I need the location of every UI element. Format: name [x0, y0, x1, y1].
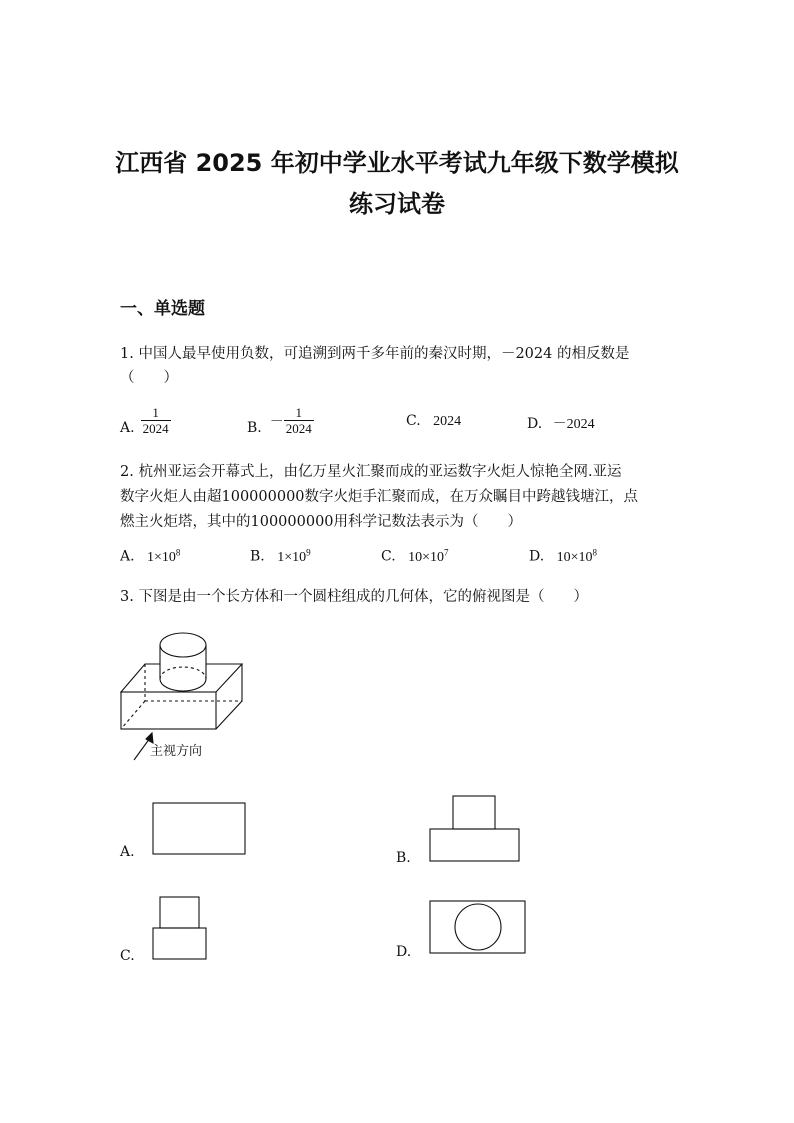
section-heading: 一、单选题 [120, 299, 205, 319]
option-value: 2024 [433, 414, 462, 429]
question-1-stem-line1: 1. 中国人最早使用负数，可追溯到两千多年前的秦汉时期，－2024 的相反数是 [120, 346, 630, 362]
view-direction-label: 主视方向 [150, 744, 203, 759]
fraction-numerator: 1 [295, 405, 302, 420]
circle-shape [455, 904, 501, 950]
minus-sign: － [269, 414, 284, 430]
option-label: A. [120, 420, 135, 436]
power-exponent: 8 [175, 547, 181, 557]
option-label: B. [247, 420, 262, 436]
fraction-numerator: 1 [152, 405, 159, 420]
power-exponent: 8 [592, 547, 598, 557]
option-label: D. [529, 548, 545, 565]
power-base: 1×10 [277, 549, 307, 565]
q3-option-a-label[interactable]: A. [120, 844, 135, 860]
q3-option-c-label[interactable]: C. [120, 948, 135, 964]
option-label: B. [250, 548, 265, 565]
rectangle-shape [430, 901, 525, 953]
document-title-line2: 练习试卷 [349, 190, 445, 218]
q3-option-b-label[interactable]: B. [396, 850, 411, 866]
question-3-stem: 3. 下图是由一个长方体和一个圆柱组成的几何体，它的俯视图是（ ） [120, 589, 588, 605]
option-label: A. [120, 548, 135, 565]
power-exponent: 7 [444, 547, 449, 557]
option-label: D. [527, 416, 543, 432]
q3-option-d-label[interactable]: D. [396, 944, 412, 960]
power-base: 10×10 [408, 549, 445, 565]
power-base: 1×10 [147, 549, 176, 565]
option-label: C. [381, 548, 396, 565]
fraction-denominator: 2024 [285, 421, 312, 436]
question-2-stem-line3: 燃主火炬塔，其中的100000000用科学记数法表示为（ ） [120, 514, 523, 530]
option-label: C. [406, 413, 421, 429]
fraction-denominator: 2024 [142, 421, 169, 436]
document-title-line1: 江西省 2025 年初中学业水平考试九年级下数学模拟 [115, 149, 679, 177]
question-2-stem-line1: 2. 杭州亚运会开幕式上，由亿万星火汇聚而成的亚运数字火炬人惊艳全网.亚运 [120, 464, 622, 480]
option-value: －2024 [552, 417, 595, 432]
question-2-stem-line2: 数字火炬人由超100000000数字火炬手汇聚而成，在万众瞩目中跨越钱塘江，点 [120, 489, 639, 505]
power-exponent: 9 [306, 547, 311, 557]
power-base: 10×10 [556, 549, 593, 565]
question-1-stem-line2: （ ） [120, 370, 178, 386]
